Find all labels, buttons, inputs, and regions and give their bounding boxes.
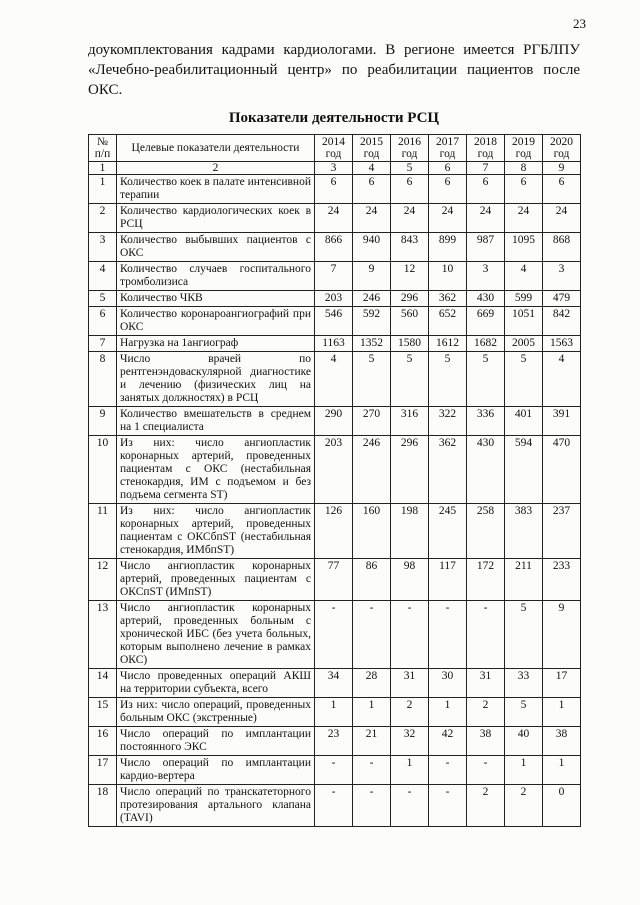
- value-cell: 198: [391, 504, 429, 559]
- value-cell: 296: [391, 291, 429, 307]
- indicator-cell: Число ангиопластик коронарных артерий, проведенных пациентам с ОКСпST (ИМпST): [117, 559, 315, 601]
- value-cell: -: [429, 785, 467, 827]
- indicator-cell: Число операций по транскатеторного протезирования артального клапана (TAVI): [117, 785, 315, 827]
- value-cell: 5: [353, 352, 391, 407]
- value-cell: 42: [429, 727, 467, 756]
- value-cell: 24: [543, 204, 581, 233]
- header-year: 2018 год: [467, 135, 505, 162]
- table-row: [89, 175, 581, 204]
- table-row: [89, 756, 581, 785]
- value-cell: 592: [353, 307, 391, 336]
- value-cell: 24: [467, 204, 505, 233]
- value-cell: 868: [543, 233, 581, 262]
- value-cell: 31: [391, 669, 429, 698]
- value-cell: 24: [505, 204, 543, 233]
- table-row: [89, 436, 581, 504]
- value-cell: 383: [505, 504, 543, 559]
- value-cell: 246: [353, 436, 391, 504]
- intro-paragraph: [88, 40, 580, 100]
- value-cell: 172: [467, 559, 505, 601]
- header-year: 2016 год: [391, 135, 429, 162]
- column-number: 6: [429, 162, 467, 175]
- indicator-cell: Количество случаев госпитального тромболизиса: [117, 262, 315, 291]
- header-year: 2017 год: [429, 135, 467, 162]
- indicator-cell: Число ангиопластик коронарных артерий, проведенных больным с хронической ИБС (без учета больных, которым выполнено лечение в рамках ОКС): [117, 601, 315, 669]
- value-cell: -: [315, 785, 353, 827]
- header-year: 2019 год: [505, 135, 543, 162]
- value-cell: 599: [505, 291, 543, 307]
- column-number: 5: [391, 162, 429, 175]
- value-cell: 842: [543, 307, 581, 336]
- value-cell: -: [429, 756, 467, 785]
- indicator-cell: Число операций по имплантации кардио-вертера: [117, 756, 315, 785]
- value-cell: 430: [467, 436, 505, 504]
- page-number: 23: [573, 16, 586, 31]
- value-cell: 40: [505, 727, 543, 756]
- value-cell: 21: [353, 727, 391, 756]
- table-row: [89, 336, 581, 352]
- section-title: Показатели деятельности РСЦ: [228, 110, 440, 126]
- value-cell: 2: [467, 698, 505, 727]
- rsc-indicators-table: [88, 134, 581, 827]
- row-number: 6: [89, 307, 117, 336]
- row-number: 8: [89, 352, 117, 407]
- table-row: [89, 262, 581, 291]
- value-cell: 362: [429, 436, 467, 504]
- row-number: 16: [89, 727, 117, 756]
- row-number: 14: [89, 669, 117, 698]
- value-cell: 6: [315, 175, 353, 204]
- value-cell: 203: [315, 436, 353, 504]
- value-cell: 24: [315, 204, 353, 233]
- column-number: 8: [505, 162, 543, 175]
- row-number: 2: [89, 204, 117, 233]
- value-cell: 5: [505, 601, 543, 669]
- value-cell: 126: [315, 504, 353, 559]
- value-cell: 391: [543, 407, 581, 436]
- table-row: [89, 504, 581, 559]
- value-cell: 24: [353, 204, 391, 233]
- value-cell: 866: [315, 233, 353, 262]
- value-cell: 594: [505, 436, 543, 504]
- value-cell: 1: [315, 698, 353, 727]
- value-cell: 2005: [505, 336, 543, 352]
- indicator-cell: Количество выбывших пациентов с ОКС: [117, 233, 315, 262]
- value-cell: 2: [467, 785, 505, 827]
- column-number: 4: [353, 162, 391, 175]
- value-cell: 2: [505, 785, 543, 827]
- value-cell: 24: [391, 204, 429, 233]
- value-cell: -: [429, 601, 467, 669]
- value-cell: -: [391, 785, 429, 827]
- value-cell: 401: [505, 407, 543, 436]
- table-row: [89, 669, 581, 698]
- value-cell: 34: [315, 669, 353, 698]
- value-cell: 3: [543, 262, 581, 291]
- value-cell: 117: [429, 559, 467, 601]
- value-cell: 86: [353, 559, 391, 601]
- column-number: 3: [315, 162, 353, 175]
- indicator-cell: Количество коронароангиографий при ОКС: [117, 307, 315, 336]
- column-number: 7: [467, 162, 505, 175]
- value-cell: -: [467, 601, 505, 669]
- indicator-cell: Из них: число ангиопластик коронарных артерий, проведенных пациентам с ОКСбпST (нестабильная стенокардия, ИМбпST): [117, 504, 315, 559]
- value-cell: 5: [505, 698, 543, 727]
- header-num: № п/п: [89, 135, 117, 162]
- value-cell: 5: [505, 352, 543, 407]
- table-row: [89, 352, 581, 407]
- value-cell: 1: [505, 756, 543, 785]
- value-cell: 1: [429, 698, 467, 727]
- value-cell: 4: [505, 262, 543, 291]
- value-cell: 7: [315, 262, 353, 291]
- indicator-cell: Количество ЧКВ: [117, 291, 315, 307]
- value-cell: 6: [353, 175, 391, 204]
- value-cell: 6: [543, 175, 581, 204]
- value-cell: 23: [315, 727, 353, 756]
- value-cell: 479: [543, 291, 581, 307]
- value-cell: 1580: [391, 336, 429, 352]
- row-number: 10: [89, 436, 117, 504]
- value-cell: 2: [391, 698, 429, 727]
- table-row: [89, 204, 581, 233]
- row-number: 9: [89, 407, 117, 436]
- value-cell: 4: [315, 352, 353, 407]
- value-cell: 3: [467, 262, 505, 291]
- table-row: [89, 727, 581, 756]
- table-row: [89, 698, 581, 727]
- value-cell: 1095: [505, 233, 543, 262]
- indicator-cell: Из них: число ангиопластик коронарных артерий, проведенных пациентам с ОКС (нестабильная стенокардия, ИМ с подъемом и без подъема сегмента ST): [117, 436, 315, 504]
- value-cell: 1612: [429, 336, 467, 352]
- table-row: [89, 785, 581, 827]
- value-cell: 246: [353, 291, 391, 307]
- value-cell: 38: [467, 727, 505, 756]
- table-row: [89, 307, 581, 336]
- value-cell: -: [353, 601, 391, 669]
- header-year: 2020 год: [543, 135, 581, 162]
- column-number: 2: [117, 162, 315, 175]
- value-cell: 1563: [543, 336, 581, 352]
- value-cell: 5: [391, 352, 429, 407]
- column-number: 1: [89, 162, 117, 175]
- indicator-cell: Число операций по имплантации постоянного ЭКС: [117, 727, 315, 756]
- value-cell: 270: [353, 407, 391, 436]
- table-body: [89, 175, 581, 827]
- header-year: 2015 год: [353, 135, 391, 162]
- value-cell: 24: [429, 204, 467, 233]
- value-cell: 6: [505, 175, 543, 204]
- value-cell: -: [467, 756, 505, 785]
- row-number: 17: [89, 756, 117, 785]
- value-cell: 6: [391, 175, 429, 204]
- value-cell: 9: [543, 601, 581, 669]
- value-cell: 6: [467, 175, 505, 204]
- value-cell: 237: [543, 504, 581, 559]
- table-row: [89, 233, 581, 262]
- indicator-cell: Количество коек в палате интенсивной терапии: [117, 175, 315, 204]
- value-cell: 0: [543, 785, 581, 827]
- value-cell: 652: [429, 307, 467, 336]
- value-cell: 1: [543, 756, 581, 785]
- value-cell: 843: [391, 233, 429, 262]
- value-cell: 296: [391, 436, 429, 504]
- indicator-cell: Количество кардиологических коек в РСЦ: [117, 204, 315, 233]
- value-cell: 203: [315, 291, 353, 307]
- value-cell: 1682: [467, 336, 505, 352]
- value-cell: 17: [543, 669, 581, 698]
- indicator-cell: Из них: число операций, проведенных больным ОКС (экстренные): [117, 698, 315, 727]
- row-number: 13: [89, 601, 117, 669]
- value-cell: -: [353, 785, 391, 827]
- value-cell: 211: [505, 559, 543, 601]
- row-number: 1: [89, 175, 117, 204]
- value-cell: 32: [391, 727, 429, 756]
- table-header-row: [89, 135, 581, 162]
- value-cell: -: [315, 756, 353, 785]
- value-cell: 1352: [353, 336, 391, 352]
- value-cell: 33: [505, 669, 543, 698]
- value-cell: 1: [391, 756, 429, 785]
- header-indicator: Целевые показатели деятельности: [117, 135, 315, 162]
- table-row: [89, 559, 581, 601]
- value-cell: 5: [429, 352, 467, 407]
- value-cell: 77: [315, 559, 353, 601]
- indicator-cell: Нагрузка на 1ангиограф: [117, 336, 315, 352]
- value-cell: 12: [391, 262, 429, 291]
- value-cell: 30: [429, 669, 467, 698]
- value-cell: -: [315, 601, 353, 669]
- value-cell: 1: [543, 698, 581, 727]
- value-cell: 1051: [505, 307, 543, 336]
- row-number: 15: [89, 698, 117, 727]
- value-cell: 245: [429, 504, 467, 559]
- value-cell: 258: [467, 504, 505, 559]
- value-cell: 546: [315, 307, 353, 336]
- value-cell: 470: [543, 436, 581, 504]
- indicator-cell: Количество вмешательств в среднем на 1 специалиста: [117, 407, 315, 436]
- row-number: 7: [89, 336, 117, 352]
- row-number: 11: [89, 504, 117, 559]
- value-cell: 987: [467, 233, 505, 262]
- intro-text: доукомплектования кадрами кардиологами. В регионе имеется РГБЛПУ «Лечебно-реабилитационный центр» по реабилитации пациентов после ОКС.: [88, 42, 580, 98]
- value-cell: 290: [315, 407, 353, 436]
- indicator-cell: Число проведенных операций АКШ на территории субъекта, всего: [117, 669, 315, 698]
- value-cell: 322: [429, 407, 467, 436]
- value-cell: 98: [391, 559, 429, 601]
- value-cell: 4: [543, 352, 581, 407]
- value-cell: 336: [467, 407, 505, 436]
- value-cell: 5: [467, 352, 505, 407]
- value-cell: 316: [391, 407, 429, 436]
- row-number: 18: [89, 785, 117, 827]
- table-row: [89, 407, 581, 436]
- value-cell: 1: [353, 698, 391, 727]
- value-cell: 28: [353, 669, 391, 698]
- value-cell: 560: [391, 307, 429, 336]
- value-cell: -: [353, 756, 391, 785]
- column-number-row: [89, 162, 581, 175]
- value-cell: -: [391, 601, 429, 669]
- row-number: 12: [89, 559, 117, 601]
- row-number: 4: [89, 262, 117, 291]
- value-cell: 940: [353, 233, 391, 262]
- column-number: 9: [543, 162, 581, 175]
- value-cell: 233: [543, 559, 581, 601]
- header-year: 2014 год: [315, 135, 353, 162]
- value-cell: 160: [353, 504, 391, 559]
- table-row: [89, 601, 581, 669]
- value-cell: 1163: [315, 336, 353, 352]
- value-cell: 669: [467, 307, 505, 336]
- value-cell: 6: [429, 175, 467, 204]
- value-cell: 362: [429, 291, 467, 307]
- value-cell: 9: [353, 262, 391, 291]
- table-row: [89, 291, 581, 307]
- value-cell: 430: [467, 291, 505, 307]
- indicator-cell: Число врачей по рентгенэндоваскулярной диагностике и лечению (физических лиц на занятых должностях) в РСЦ: [117, 352, 315, 407]
- value-cell: 31: [467, 669, 505, 698]
- value-cell: 899: [429, 233, 467, 262]
- row-number: 5: [89, 291, 117, 307]
- value-cell: 38: [543, 727, 581, 756]
- value-cell: 10: [429, 262, 467, 291]
- row-number: 3: [89, 233, 117, 262]
